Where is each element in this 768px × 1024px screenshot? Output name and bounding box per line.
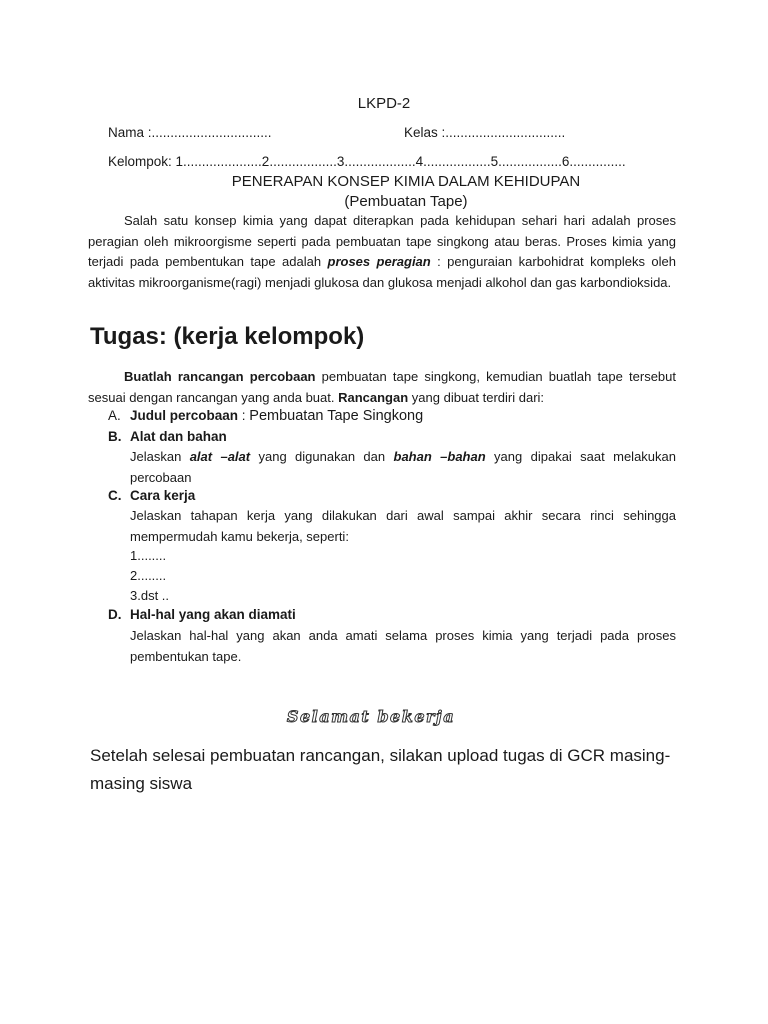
intro-emphasis: proses peragian [327,254,431,270]
task-instruction [88,367,676,408]
list-item-diamati [108,607,296,622]
alat-bahan-description [130,447,676,488]
main-heading: PENERAPAN KONSEP KIMIA DALAM KEHIDUPAN [231,173,581,190]
closing-instruction: Setelah selesai pembuatan rancangan, silakan upload tugas di GCR masing-masing siswa [90,746,671,793]
list-letter: C. [108,488,122,503]
desc-emphasis: alat –alat [189,449,251,464]
instruction-bold-1: Buatlah rancangan percobaan [124,369,316,384]
item-title: Alat dan bahan [130,429,227,444]
step-3: 3.dst .. [130,588,170,603]
item-separator: : [238,408,250,423]
desc-emphasis: bahan –bahan [393,449,486,464]
kelas-field: Kelas :................................ [404,125,566,140]
cara-kerja-description: Jelaskan tahapan kerja yang dilakukan dari awal sampai akhir secara rinci sehingga mempermudah kamu bekerja, seperti: [130,508,676,544]
desc-text: yang dipakai saat melakukan percobaan [130,449,676,485]
list-letter: D. [108,607,122,622]
diamati-description: Jelaskan hal-hal yang akan anda amati selama proses kimia yang terjadi pada proses pembentukan tape. [130,628,676,664]
desc-text: Jelaskan [130,449,190,464]
intro-paragraph [88,211,676,293]
instruction-bold-2: Rancangan [338,389,409,405]
item-title: Hal-hal yang akan diamati [130,607,296,622]
item-value: Pembuatan Tape Singkong [249,408,424,424]
list-item-alat-bahan [108,429,227,444]
list-letter: A. [108,408,121,423]
list-item-judul [108,408,423,424]
instruction-mid: pembuatan tape singkong, kemudian buatlah tape tersebut sesuai dengan rancangan yang anda buat. [88,369,676,405]
list-letter: B. [108,429,122,444]
desc-text: yang digunakan dan [250,449,394,464]
item-title: Judul percobaan [130,408,239,423]
intro-text-2: : penguraian karbohidrat kompleks oleh aktivitas mikroorganisme(ragi) menjadi glukosa dan glukosa menjadi alkohol dan gas karbondioksida. [88,254,676,290]
sub-heading: (Pembuatan Tape) [344,193,468,210]
list-item-cara-kerja [108,488,195,503]
kelompok-field: Kelompok: 1.....................2..................3...................4..................5.................6............... [108,154,626,169]
nama-field: Nama :................................ [108,125,272,140]
step-1: 1........ [130,548,167,563]
intro-text-1: Salah satu konsep kimia yang dapat diterapkan pada kehidupan sehari hari adalah proses peragian oleh mikroorgisme seperti pada pembuatan tape singkong atau beras. Proses kimia yang terjadi pada pembentukan tape adalah [88,213,676,270]
closing-title: Selamat bekerja [286,707,456,726]
instruction-end: yang dibuat terdiri dari: [408,389,545,405]
document-title: LKPD-2 [357,95,411,112]
step-2: 2........ [130,568,167,583]
task-heading: Tugas: (kerja kelompok) [90,323,365,350]
item-title: Cara kerja [130,488,196,503]
